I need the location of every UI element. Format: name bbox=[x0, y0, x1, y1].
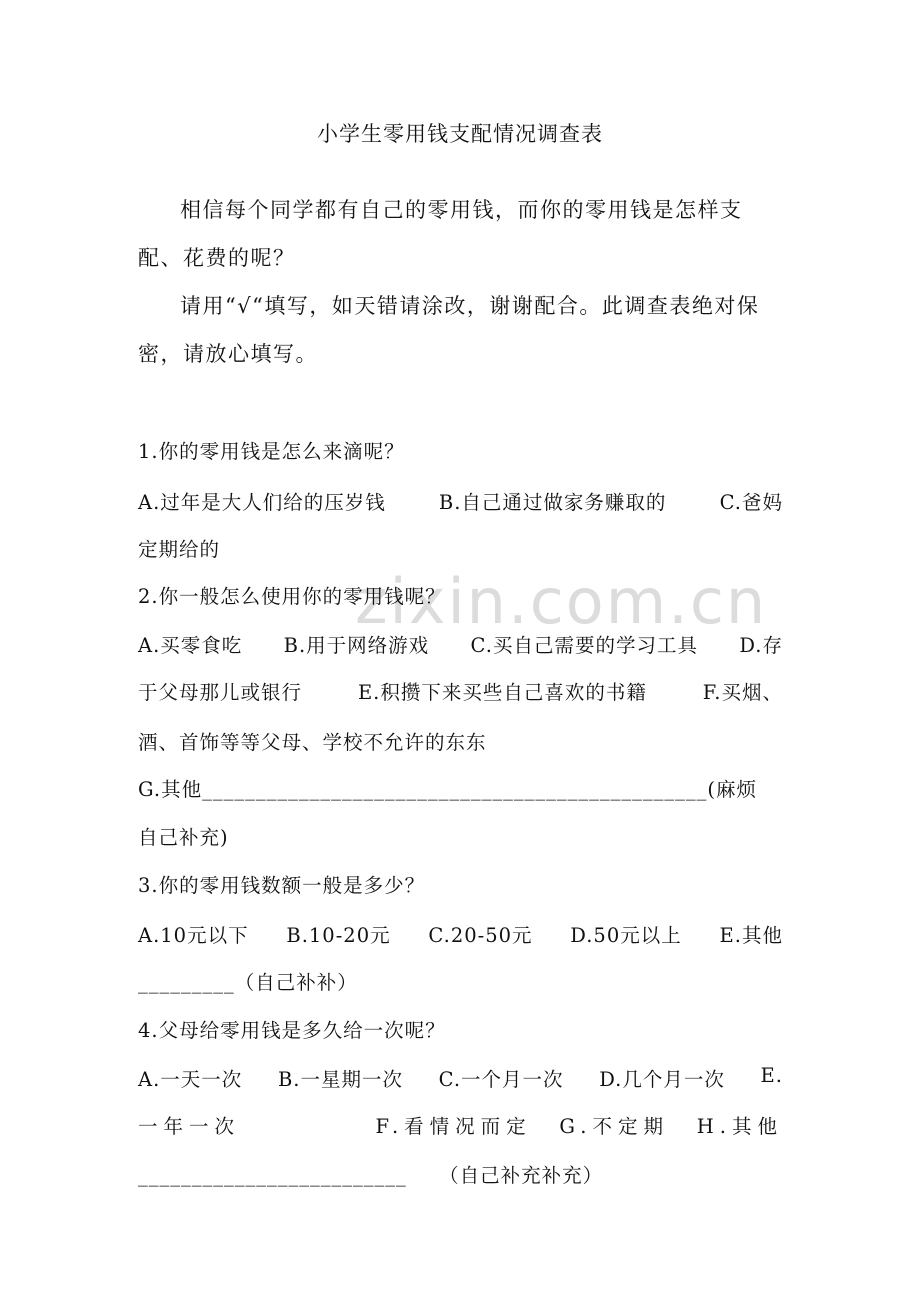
q3-option-d: D.50元以上 bbox=[570, 924, 682, 947]
question-3-options-line-2 bbox=[138, 967, 358, 995]
q2-option-e: E.积攒下来买些自己喜欢的书籍 bbox=[357, 681, 647, 704]
question-2-options-line-1 bbox=[138, 630, 783, 658]
question-1-text: 1.你的零用钱是怎么来滴呢？ bbox=[138, 440, 405, 463]
q2-option-f: F.买烟、 bbox=[702, 681, 783, 704]
q3-option-e: E.其他 bbox=[719, 924, 783, 947]
question-2-options-line-2 bbox=[138, 677, 783, 705]
q4-option-h: H.其他 bbox=[696, 1115, 783, 1138]
intro-paragraph-1: 相信每个同学都有自己的零用钱，而你的零用钱是怎样支配、花费的呢？ bbox=[138, 198, 743, 270]
q3-option-a: A.10元以下 bbox=[138, 924, 249, 947]
q1-option-b: B.自己通过做家务赚取的 bbox=[438, 491, 667, 514]
q3-option-b: B.10-20元 bbox=[286, 924, 391, 947]
q1-option-c: C.爸妈 bbox=[719, 491, 783, 514]
question-1-options-line-2: 定期给的 bbox=[138, 538, 221, 561]
intro-paragraph-2: 请用“√“填写，如天错请涂改，谢谢配合。此调查表绝对保密，请放心填写。 bbox=[138, 294, 760, 366]
q3-other-note: （自己补补） bbox=[234, 971, 358, 994]
question-3-options-line-1 bbox=[138, 920, 783, 948]
q4-option-a: A.一天一次 bbox=[138, 1068, 243, 1091]
q4-other-blank[interactable]: _________________________ bbox=[138, 1164, 407, 1187]
q2-option-d: D.存 bbox=[739, 634, 783, 657]
q4-other-note: （自己补充补充） bbox=[439, 1164, 604, 1187]
q4-option-c: C.一个月一次 bbox=[438, 1068, 564, 1091]
q2-option-c: C.买自己需要的学习工具 bbox=[470, 634, 698, 657]
watermark: zixin.com.cn bbox=[355, 565, 768, 638]
q4-option-b: B.一星期一次 bbox=[277, 1068, 403, 1091]
q4-option-f: F.看情况而定 bbox=[375, 1115, 532, 1138]
question-2-option-g-note-cont: 自己补充) bbox=[138, 826, 229, 849]
question-1-options-line-1 bbox=[138, 487, 783, 515]
q1-option-a: A.过年是大人们给的压岁钱 bbox=[138, 491, 386, 514]
page-title: 小学生零用钱支配情况调查表 bbox=[317, 122, 603, 146]
q3-other-blank[interactable]: _________ bbox=[138, 971, 235, 994]
q4-option-g: G.不定期 bbox=[559, 1115, 670, 1138]
question-4-text: 4.父母给零用钱是多久给一次呢？ bbox=[138, 1019, 446, 1042]
question-4-options-line-1 bbox=[138, 1064, 783, 1092]
question-2-options-line-3: 酒、首饰等等父母、学校不允许的东东 bbox=[138, 731, 487, 754]
q2-other-blank[interactable]: _______________________________________________ bbox=[202, 778, 708, 801]
q2-option-d-cont: 于父母那儿或银行 bbox=[138, 681, 303, 704]
q4-option-e: E. bbox=[760, 1064, 783, 1087]
question-4-options-line-2 bbox=[138, 1111, 783, 1139]
question-3-text: 3.你的零用钱数额一般是多少？ bbox=[138, 874, 426, 897]
q2-option-g-note: (麻烦 bbox=[707, 778, 757, 801]
q3-option-c: C.20-50元 bbox=[428, 924, 533, 947]
q2-option-a: A.买零食吃 bbox=[138, 634, 243, 657]
question-2-option-g bbox=[138, 774, 757, 802]
question-4-options-line-3 bbox=[138, 1160, 603, 1188]
question-2-text: 2.你一般怎么使用你的零用钱呢？ bbox=[138, 585, 446, 608]
spacer bbox=[268, 1111, 348, 1139]
q2-option-g-label: G.其他 bbox=[138, 778, 203, 801]
q4-option-d: D.几个月一次 bbox=[599, 1068, 725, 1091]
q2-option-b: B.用于网络游戏 bbox=[283, 634, 430, 657]
q4-option-e-cont: 一年一次 bbox=[138, 1115, 241, 1138]
